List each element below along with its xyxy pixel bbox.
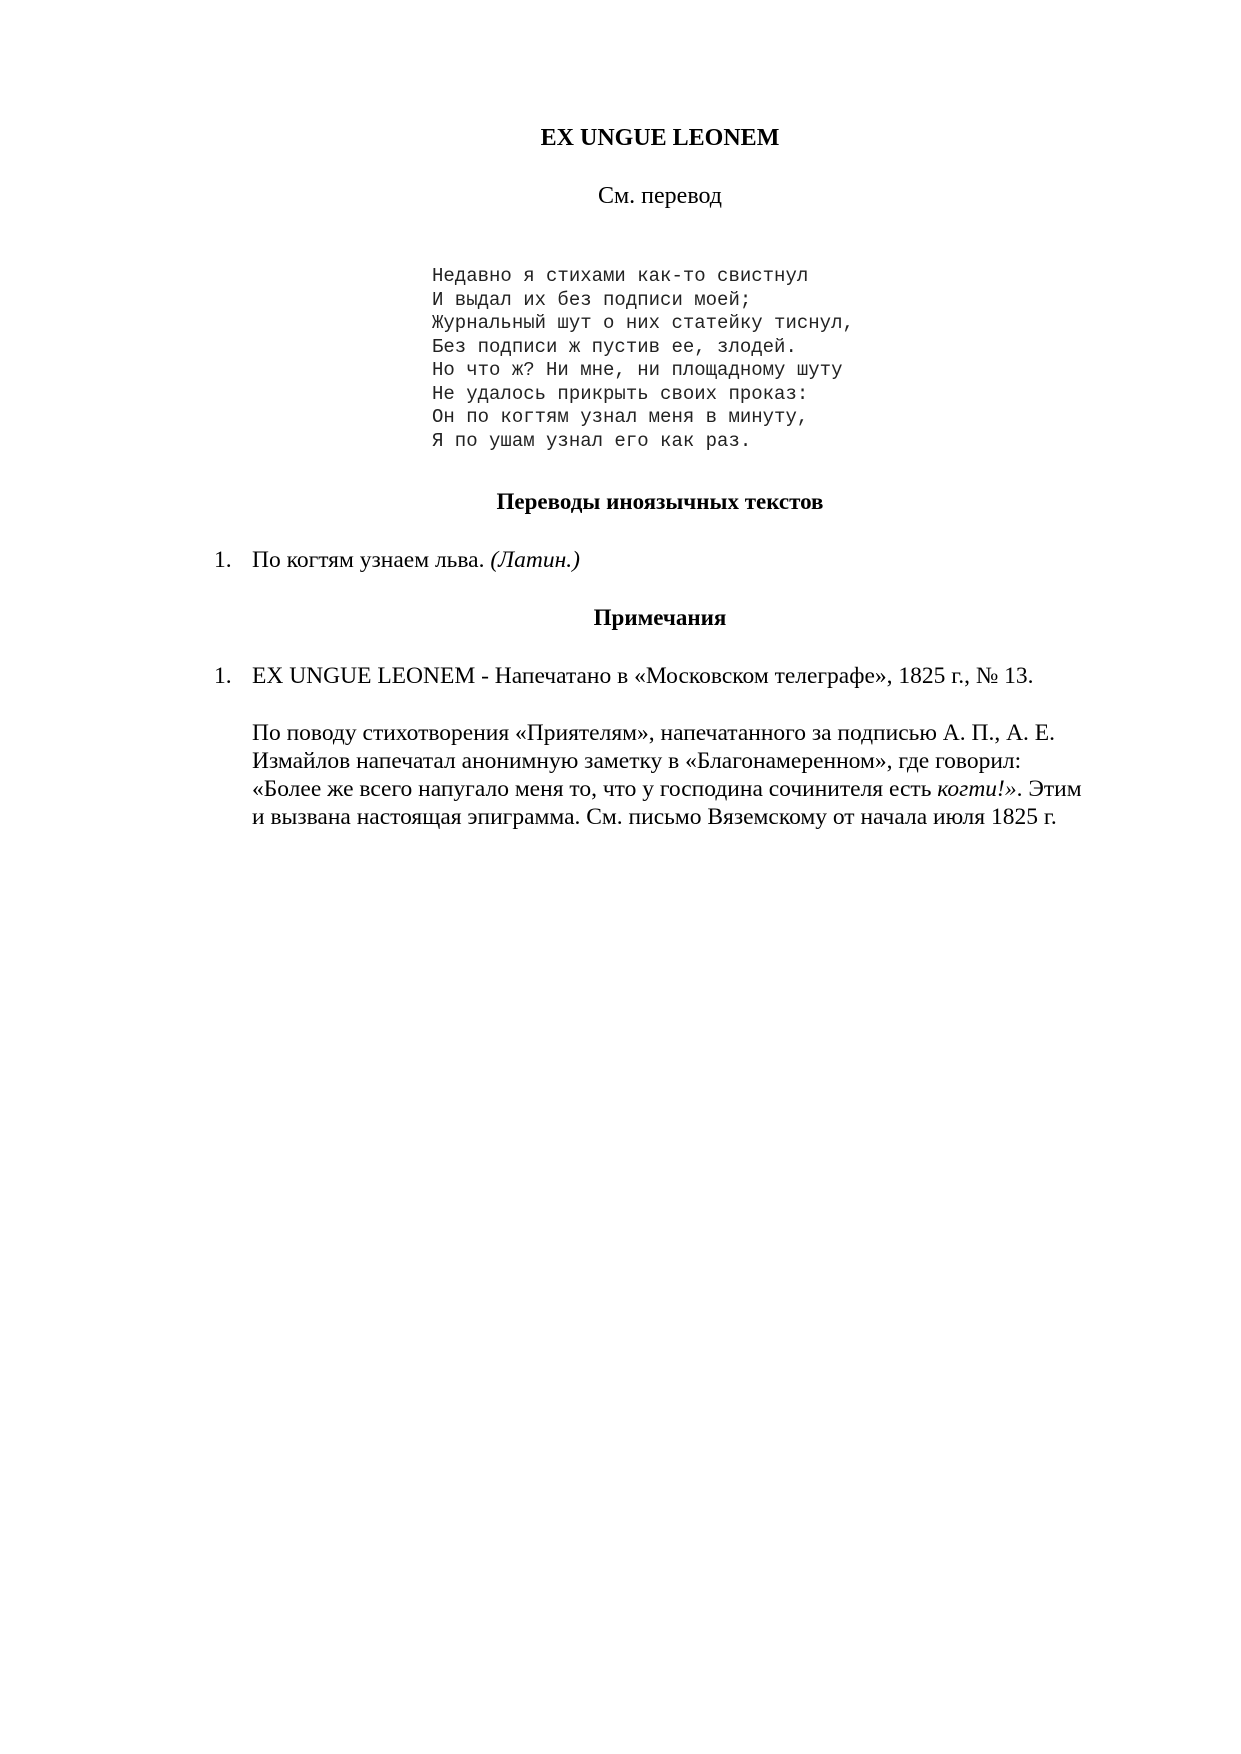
note-paragraph-line: и вызвана настоящая эпиграмма. См. письмо Вяземскому от начала июля 1825 г. <box>252 804 1057 830</box>
document-title: EX UNGUE LEONEM <box>540 125 780 151</box>
poem-line: И выдал их без подписи моей; <box>432 288 752 311</box>
poem-line: Журнальный шут о них статейку тиснул, <box>432 312 854 334</box>
see-translation-link[interactable]: См. перевод <box>597 183 723 209</box>
note-item-text: EX UNGUE LEONEM - Напечатано в «Московском телеграфе», 1825 г., № 13. <box>252 663 1034 689</box>
poem-line: Недавно я стихами как-то свистнул <box>432 265 809 287</box>
poem-line: Не удалось прикрыть своих проказ: <box>432 382 809 405</box>
poem-line: Без подписи ж пустив ее, злодей. <box>432 335 797 358</box>
note-quote-italic: когти!» <box>937 776 1017 802</box>
translation-language-note: (Латин.) <box>490 547 580 573</box>
translations-heading: Переводы иноязычных текстов <box>496 489 824 514</box>
note-quote-end: . Этим <box>1016 776 1082 802</box>
poem-line: Но что ж? Ни мне, ни площадному шуту <box>432 359 843 381</box>
poem-line: Он по когтям узнал меня в минуту, <box>432 406 809 428</box>
translation-text: По когтям узнаем льва. <box>252 547 491 573</box>
notes-heading: Примечания <box>593 605 727 630</box>
note-paragraph-line: По поводу стихотворения «Приятелям», напечатанного за подписью А. П., А. Е. <box>252 720 1056 746</box>
note-item-number: 1. <box>214 663 232 689</box>
translation-item-number: 1. <box>214 547 232 573</box>
note-paragraph <box>252 719 1152 831</box>
note-paragraph-line: Измайлов напечатал анонимную заметку в «Благонамеренном», где говорил: <box>252 748 1022 774</box>
note-paragraph-line <box>252 775 1152 803</box>
note-quote-start: «Более же всего напугало меня то, что у господина сочинителя есть <box>252 776 938 802</box>
poem-line: Я по ушам узнал его как раз. <box>432 429 752 452</box>
translation-item-text <box>252 546 580 575</box>
poem <box>432 265 1132 453</box>
